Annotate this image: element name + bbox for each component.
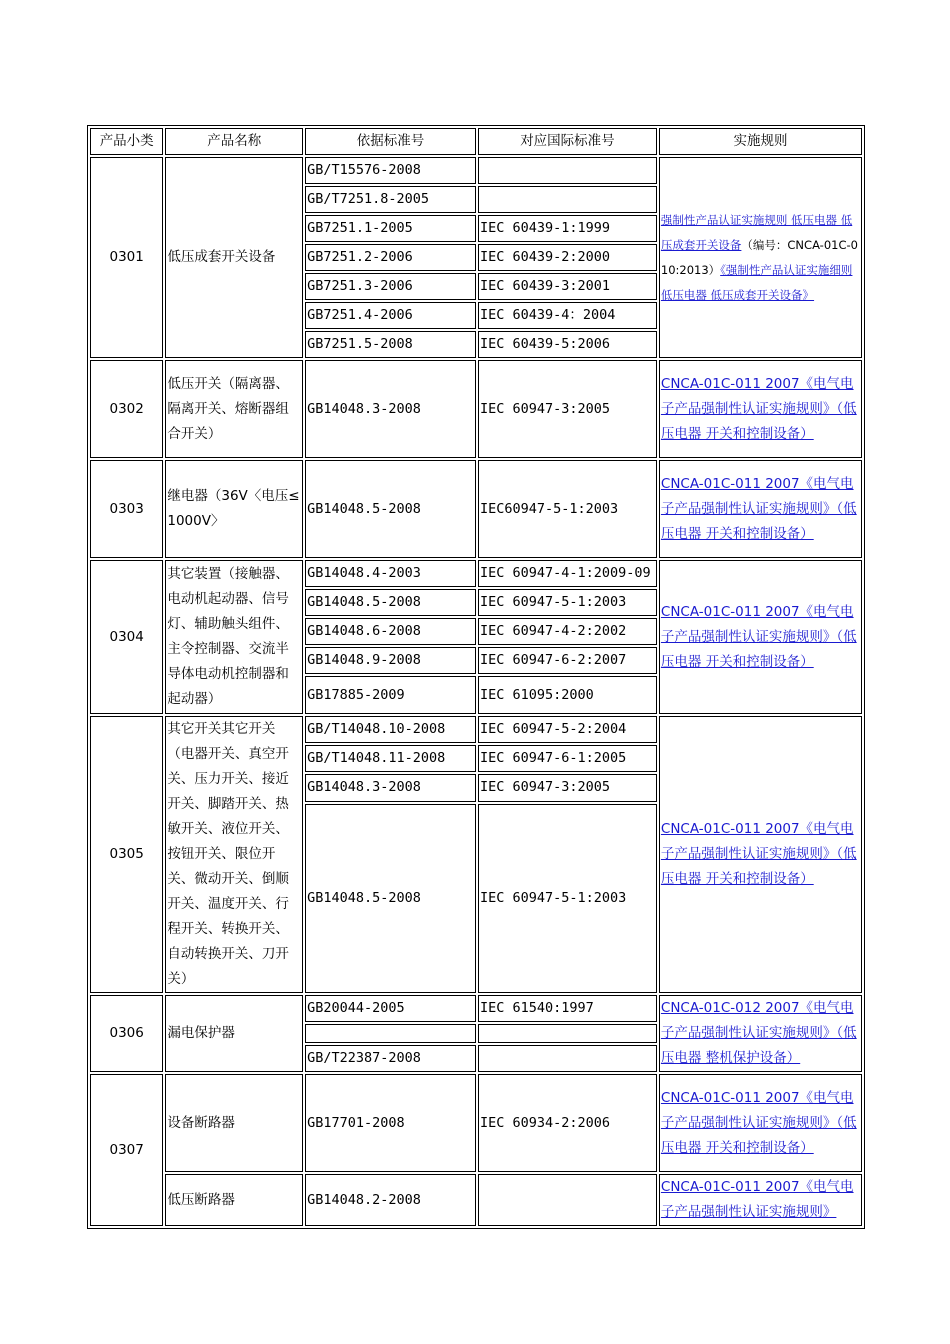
- table-row: [90, 995, 862, 1022]
- rule-link[interactable]: CNCA-01C-011 2007《电气电子产品强制性认证实施规则》: [660, 1179, 854, 1220]
- rule-link[interactable]: CNCA-01C-011 2007《电气电子产品强制性认证实施规则》（低压电器 开关和控制设备）: [660, 375, 857, 442]
- standard-no: GB7251.1-2005: [305, 215, 476, 242]
- standard-no: GB14048.9-2008: [305, 647, 476, 674]
- intl-standard-no: IEC 61095:2000: [478, 676, 657, 714]
- implementation-rule: [659, 157, 862, 358]
- standard-no: GB14048.4-2003: [305, 560, 476, 587]
- product-name: 漏电保护器: [165, 995, 303, 1072]
- subcategory-code: 0305: [90, 716, 163, 993]
- implementation-rule: [659, 360, 862, 458]
- intl-standard-no: IEC 60947-6-1:2005: [478, 745, 657, 772]
- table-row: [90, 157, 862, 184]
- header-implementation-rules: 实施规则: [659, 128, 862, 155]
- intl-standard-no: IEC 60439-2:2000: [478, 244, 657, 271]
- intl-standard-no: [478, 186, 657, 213]
- standard-no: GB7251.3-2006: [305, 273, 476, 300]
- standard-no: GB14048.3-2008: [305, 360, 476, 458]
- standard-no: GB/T22387-2008: [305, 1045, 476, 1072]
- standard-no: [305, 1024, 476, 1043]
- product-name: 其它开关其它开关（电器开关、真空开关、压力开关、接近开关、脚踏开关、热敏开关、液位开关、按钮开关、限位开关、微动开关、倒顺开关、温度开关、行程开关、转换开关、自动转换开关、刀开关）: [165, 716, 303, 993]
- product-name: 低压成套开关设备: [165, 157, 303, 358]
- subcategory-code: 0306: [90, 995, 163, 1072]
- subcategory-code: 0301: [90, 157, 163, 358]
- standard-no: GB/T14048.10-2008: [305, 716, 476, 743]
- subcategory-code: 0303: [90, 460, 163, 558]
- intl-standard-no: IEC 60934-2:2006: [478, 1074, 657, 1172]
- standard-no: GB7251.4-2006: [305, 302, 476, 329]
- rule-number-text: （编号：CNCA-01C-010:2013）: [660, 237, 858, 277]
- table-row: [90, 560, 862, 587]
- product-name: 低压断路器: [165, 1174, 303, 1226]
- rule-link[interactable]: CNCA-01C-012 2007《电气电子产品强制性认证实施规则》（低压电器 整机保护设备）: [660, 1000, 857, 1066]
- implementation-rule: [659, 995, 862, 1072]
- table-header-row: [90, 128, 862, 155]
- standard-no: GB14048.6-2008: [305, 618, 476, 645]
- intl-standard-no: [478, 1045, 657, 1072]
- subcategory-code: 0302: [90, 360, 163, 458]
- implementation-rule: [659, 460, 862, 558]
- subcategory-code: 0307: [90, 1074, 163, 1226]
- intl-standard-no: IEC60947-5-1:2003: [478, 460, 657, 558]
- standard-no: GB/T14048.11-2008: [305, 745, 476, 772]
- intl-standard-no: IEC 60439-1:1999: [478, 215, 657, 242]
- intl-standard-no: [478, 157, 657, 184]
- intl-standard-no: IEC 60947-3:2005: [478, 360, 657, 458]
- intl-standard-no: [478, 1024, 657, 1043]
- rule-link[interactable]: CNCA-01C-011 2007《电气电子产品强制性认证实施规则》（低压电器 开关和控制设备）: [660, 1089, 857, 1156]
- standard-no: GB/T15576-2008: [305, 157, 476, 184]
- table-row: [90, 460, 862, 558]
- implementation-rule: [659, 1174, 862, 1226]
- standards-table: [87, 125, 865, 1229]
- standard-no: GB17885-2009: [305, 676, 476, 714]
- implementation-rule: [659, 1074, 862, 1172]
- header-standard-no: 依据标准号: [305, 128, 476, 155]
- header-product-name: 产品名称: [165, 128, 303, 155]
- intl-standard-no: IEC 60947-5-1:2003: [478, 804, 657, 993]
- intl-standard-no: IEC 60947-5-1:2003: [478, 589, 657, 616]
- standard-no: GB14048.2-2008: [305, 1174, 476, 1226]
- standard-no: GB7251.5-2008: [305, 331, 476, 358]
- standard-no: GB17701-2008: [305, 1074, 476, 1172]
- intl-standard-no: IEC 60439-3:2001: [478, 273, 657, 300]
- standard-no: GB14048.3-2008: [305, 774, 476, 801]
- table-row: [90, 1174, 862, 1226]
- intl-standard-no: IEC 60439-5:2006: [478, 331, 657, 358]
- header-subcategory: 产品小类: [90, 128, 163, 155]
- product-name: 继电器（36V〈电压≤1000V〉: [165, 460, 303, 558]
- intl-standard-no: IEC 61540:1997: [478, 995, 657, 1022]
- product-name: 低压开关（隔离器、隔离开关、熔断器组合开关）: [165, 360, 303, 458]
- intl-standard-no: IEC 60947-5-2:2004: [478, 716, 657, 743]
- standard-no: GB7251.2-2006: [305, 244, 476, 271]
- standard-no: GB14048.5-2008: [305, 589, 476, 616]
- standard-no: GB14048.5-2008: [305, 460, 476, 558]
- rule-link[interactable]: CNCA-01C-011 2007《电气电子产品强制性认证实施规则》（低压电器 开关和控制设备）: [660, 821, 857, 887]
- intl-standard-no: IEC 60439-4：2004: [478, 302, 657, 329]
- implementation-rule: [659, 716, 862, 993]
- rule-link[interactable]: CNCA-01C-011 2007《电气电子产品强制性认证实施规则》（低压电器 开关和控制设备）: [660, 603, 857, 670]
- table-row: [90, 360, 862, 458]
- rule-link[interactable]: 《强制性产品认证实施细则 低压电器 低压成套开关设备》: [660, 262, 853, 302]
- standard-no: GB14048.5-2008: [305, 804, 476, 993]
- intl-standard-no: [478, 1174, 657, 1226]
- header-intl-standard-no: 对应国际标准号: [478, 128, 657, 155]
- standard-no: GB/T7251.8-2005: [305, 186, 476, 213]
- intl-standard-no: IEC 60947-6-2:2007: [478, 647, 657, 674]
- table-row: [90, 716, 862, 743]
- intl-standard-no: IEC 60947-3:2005: [478, 774, 657, 801]
- product-name: 设备断路器: [165, 1074, 303, 1172]
- subcategory-code: 0304: [90, 560, 163, 714]
- intl-standard-no: IEC 60947-4-2:2002: [478, 618, 657, 645]
- implementation-rule: [659, 560, 862, 714]
- rule-link[interactable]: CNCA-01C-011 2007《电气电子产品强制性认证实施规则》（低压电器 开关和控制设备）: [660, 475, 857, 542]
- rule-link[interactable]: 强制性产品认证实施规则 低压电器 低压成套开关设备: [660, 212, 853, 252]
- product-name: 其它装置（接触器、电动机起动器、信号灯、辅助触头组件、主令控制器、交流半导体电动机控制器和起动器）: [165, 560, 303, 714]
- intl-standard-no: IEC 60947-4-1:2009-09: [478, 560, 657, 587]
- standard-no: GB20044-2005: [305, 995, 476, 1022]
- table-row: [90, 1074, 862, 1172]
